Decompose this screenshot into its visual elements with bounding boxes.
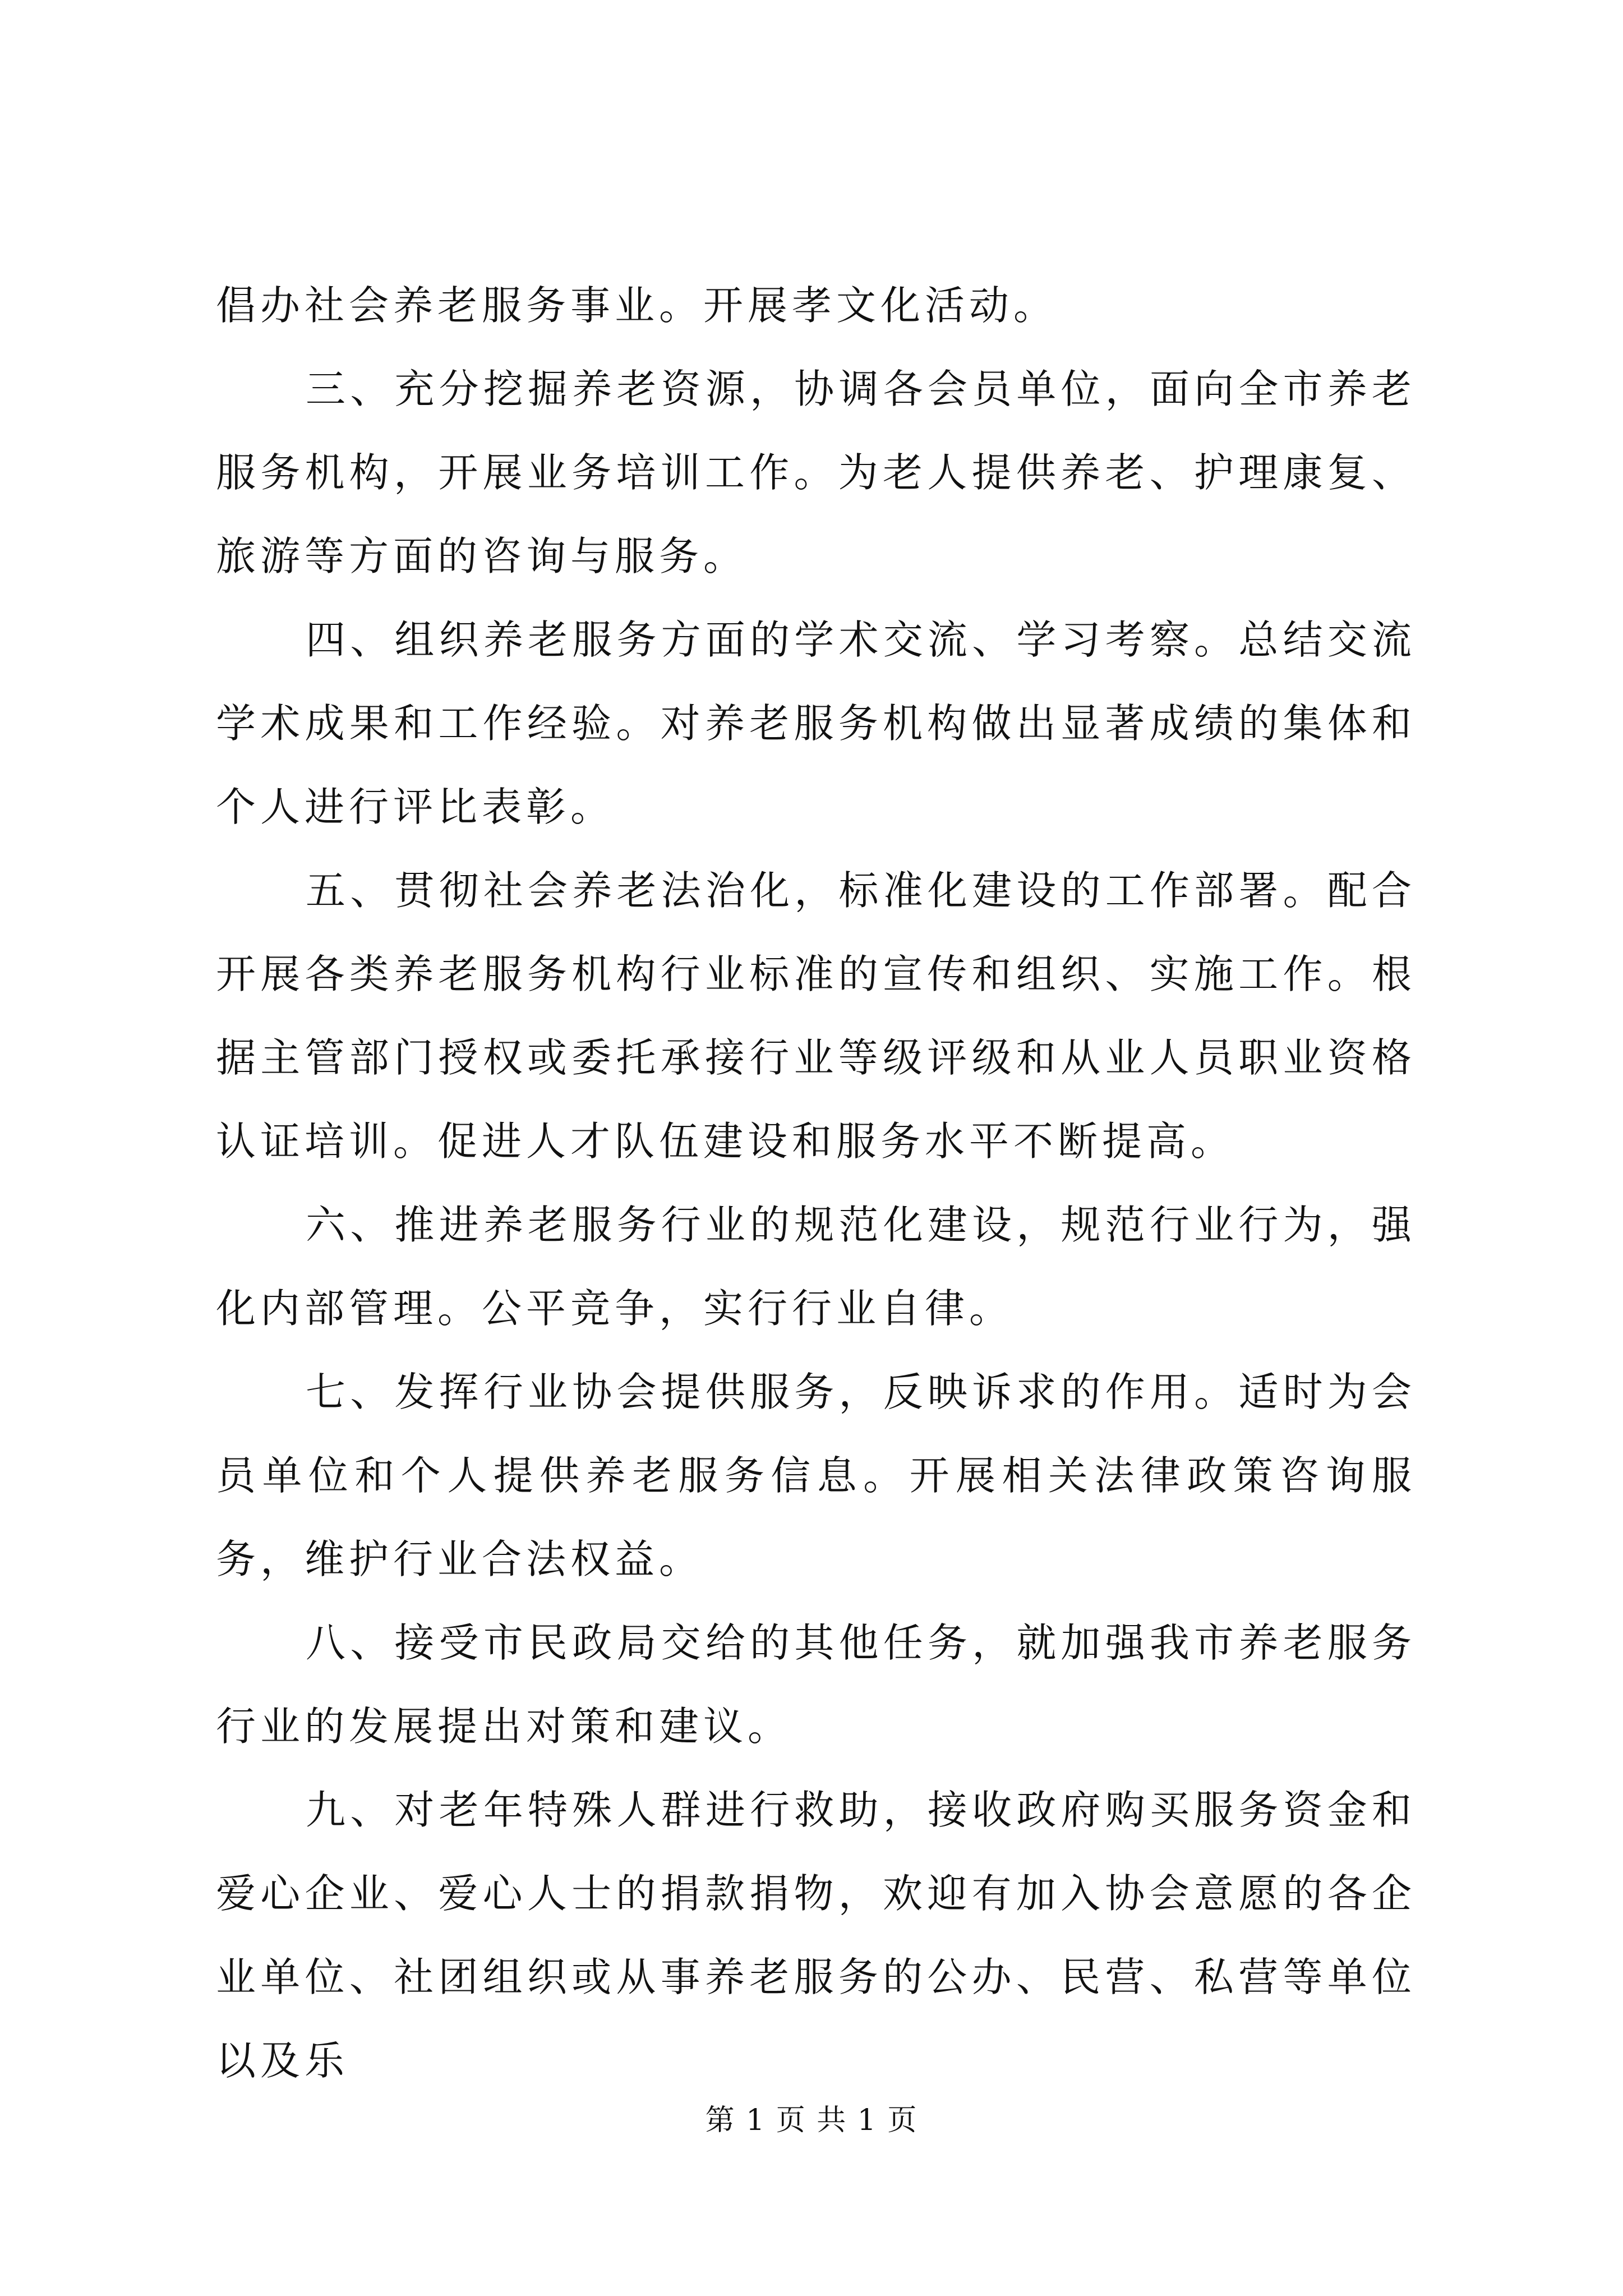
paragraph-item-5: 五、贯彻社会养老法治化，标准化建设的工作部署。配合开展各类养老服务机构行业标准的宣传和组织、实施工作。根据主管部门授权或委托承接行业等级评级和从业人员职业资格认证培训。促进人才队伍建设和服务水平不断提高。	[216, 867, 1416, 1165]
page-footer: 第 1 页 共 1 页	[705, 2104, 918, 2137]
paragraph-item-8: 八、接受市民政局交给的其他任务，就加强我市养老服务行业的发展提出对策和建议。	[216, 1619, 1416, 1750]
paragraph-continuation: 倡办社会养老服务事业。开展孝文化活动。	[216, 282, 1058, 329]
paragraph-item-7: 七、发挥行业协会提供服务，反映诉求的作用。适时为会员单位和个人提供养老服务信息。开展相关法律政策咨询服务，维护行业合法权益。	[216, 1369, 1416, 1582]
paragraph-item-3: 三、充分挖掘养老资源，协调各会员单位，面向全市养老服务机构，开展业务培训工作。为老人提供养老、护理康复、旅游等方面的咨询与服务。	[216, 366, 1416, 579]
paragraph-item-9: 九、对老年特殊人群进行救助，接收政府购买服务资金和爱心企业、爱心人士的捐款捐物，欢迎有加入协会意愿的各企业单位、社团组织或从事养老服务的公办、民营、私营等单位以及乐	[216, 1787, 1416, 2084]
paragraph-item-6: 六、推进养老服务行业的规范化建设，规范行业行为，强化内部管理。公平竞争，实行行业自律。	[216, 1202, 1416, 1332]
paragraph-item-4: 四、组织养老服务方面的学术交流、学习考察。总结交流学术成果和工作经验。对养老服务机构做出显著成绩的集体和个人进行评比表彰。	[216, 616, 1416, 830]
document-body	[216, 264, 1416, 2102]
